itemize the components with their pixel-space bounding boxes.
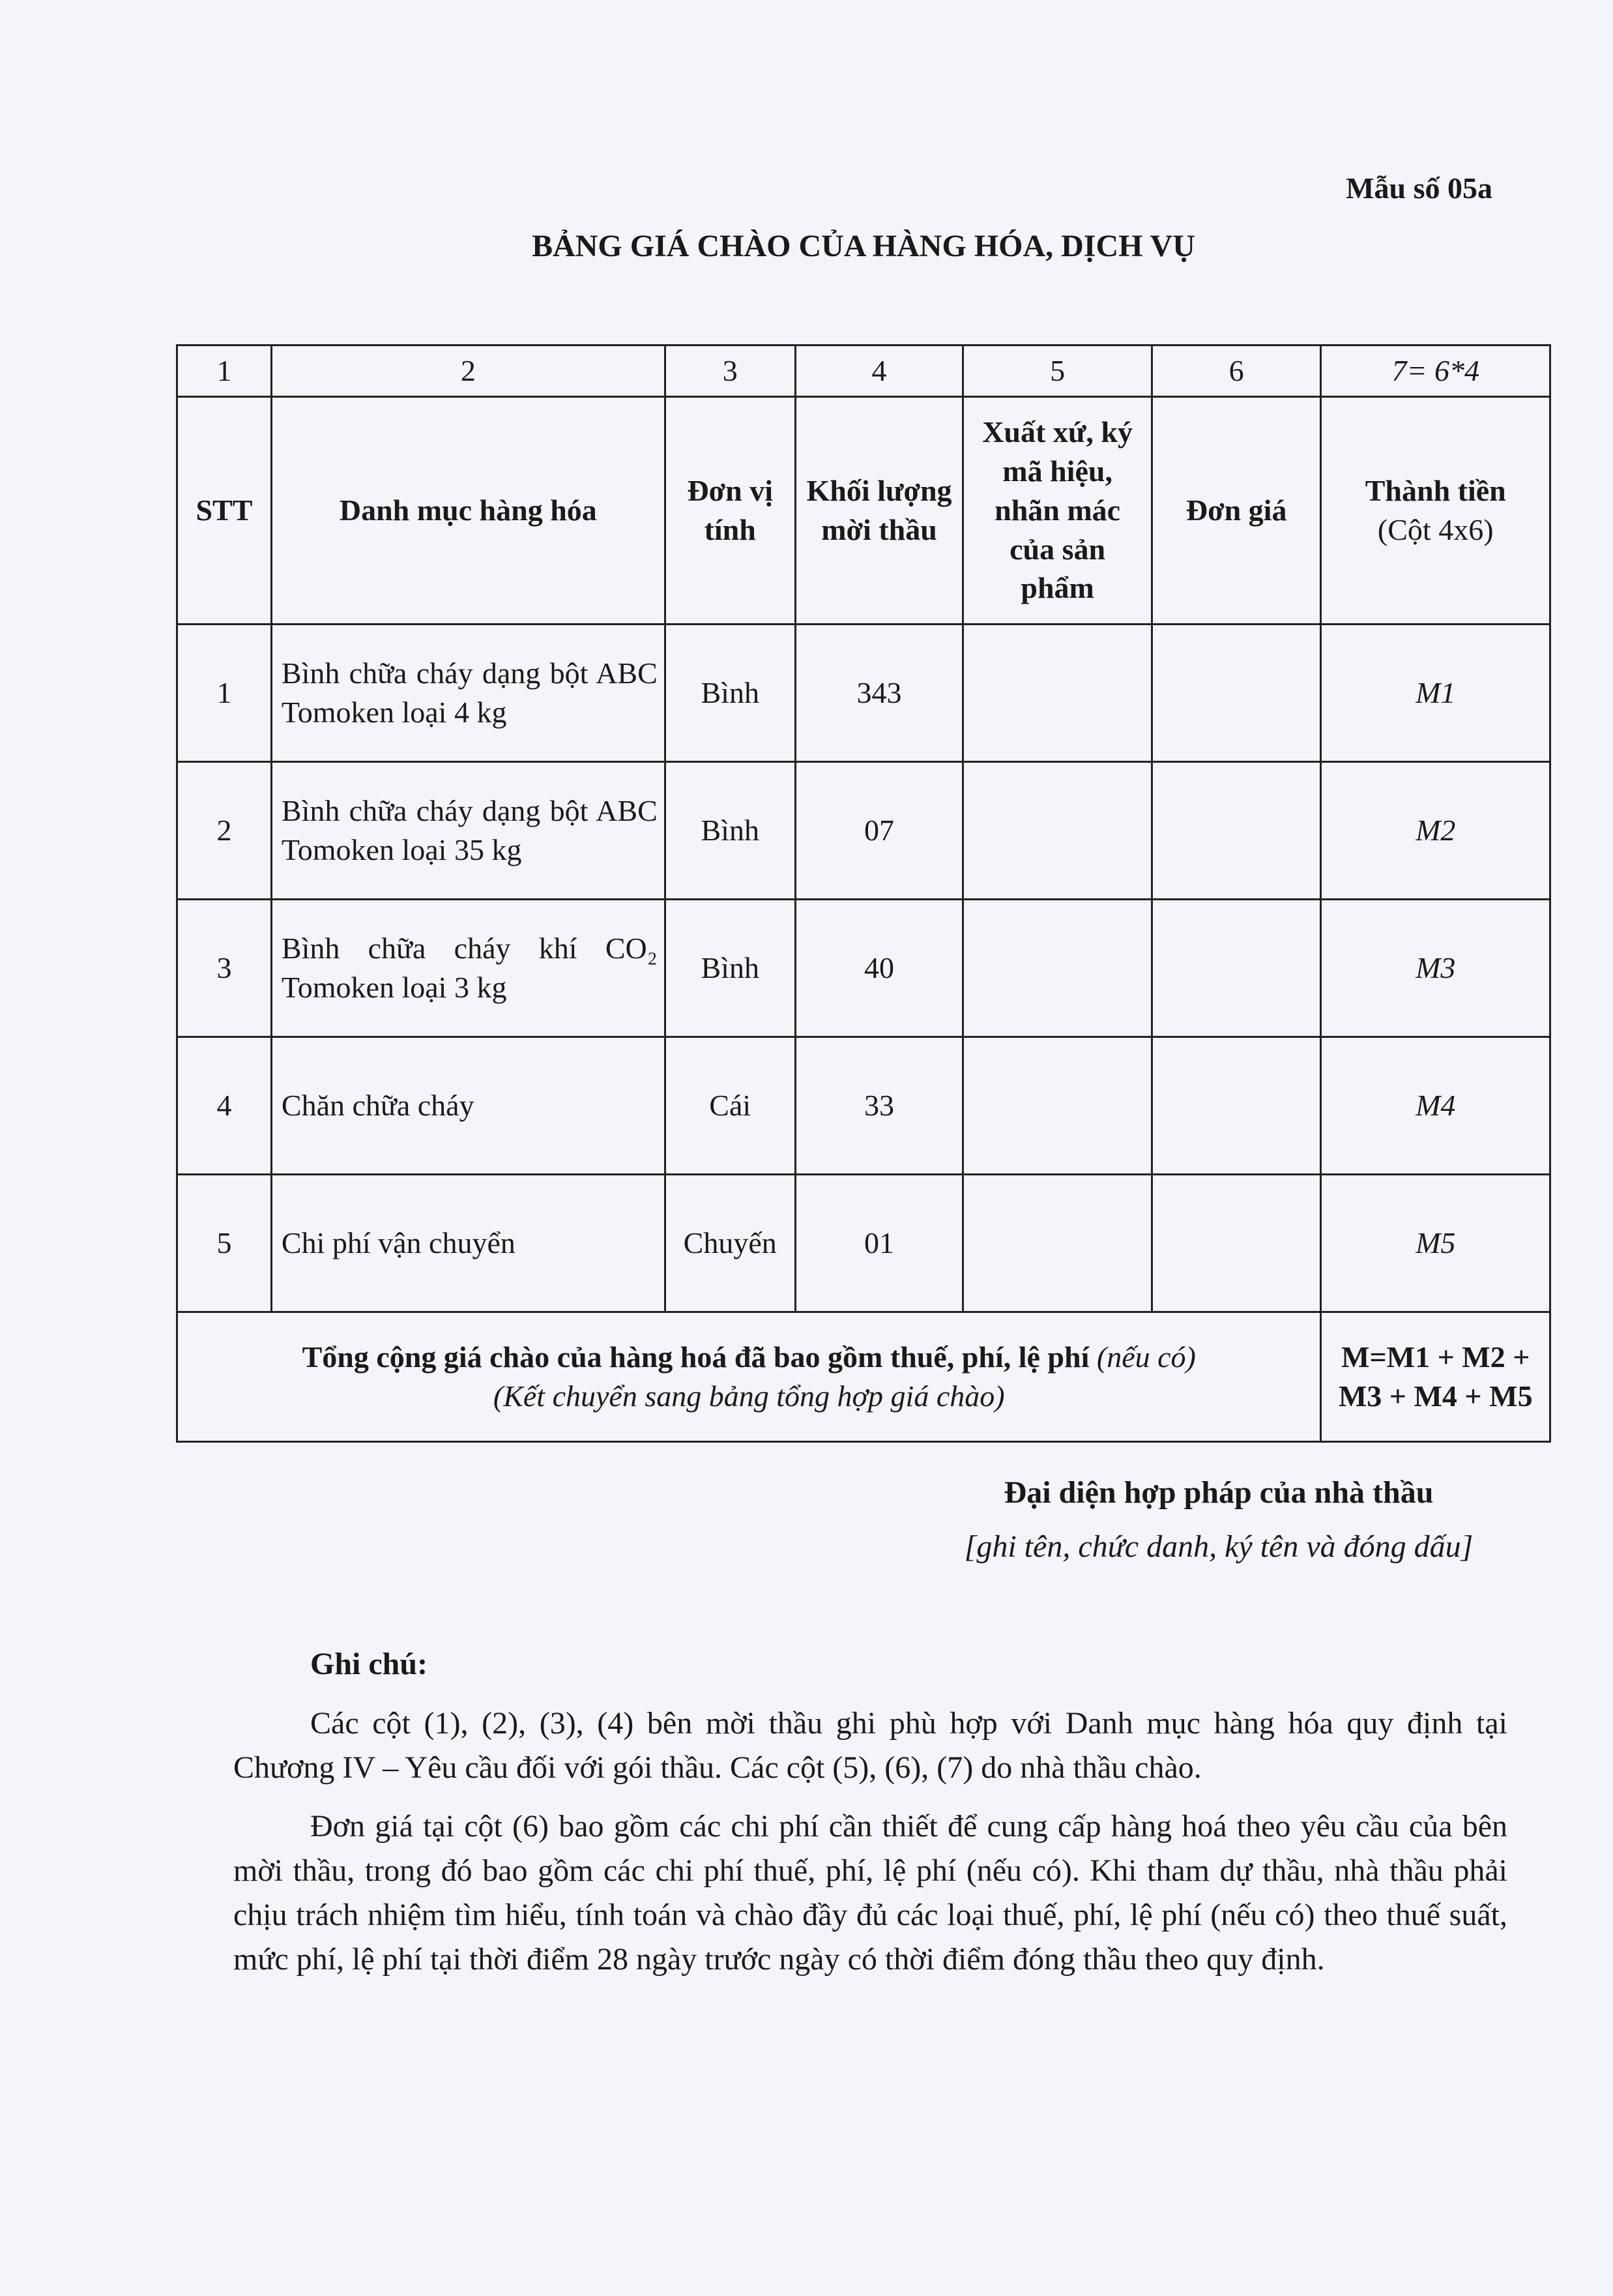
header-total-note: (Cột 4x6) — [1377, 512, 1494, 546]
cell-quantity: 01 — [795, 1174, 963, 1312]
table-row — [177, 1037, 1550, 1174]
header-total-label: Thành tiền — [1365, 474, 1506, 507]
cell-stt: 3 — [177, 899, 272, 1037]
summary-main: Tổng cộng giá chào của hàng hoá đã bao gồm thuế, phí, lệ phí — [302, 1340, 1090, 1374]
column-number: 2 — [271, 346, 665, 397]
document-title: BẢNG GIÁ CHÀO CỦA HÀNG HÓA, DỊCH VỤ — [532, 229, 1195, 263]
header-total — [1321, 396, 1550, 624]
cell-total: M4 — [1321, 1037, 1550, 1174]
price-table — [176, 344, 1551, 1443]
header-unit-price: Đơn giá — [1152, 396, 1321, 624]
table-row — [177, 761, 1550, 899]
cell-origin — [963, 761, 1152, 899]
summary-row — [177, 1312, 1550, 1441]
cell-origin — [963, 899, 1152, 1037]
header-quantity: Khối lượng mời thầu — [795, 396, 963, 624]
table-row — [177, 1174, 1550, 1312]
table-row — [177, 899, 1550, 1037]
cell-name: Bình chữa cháy khí CO₂ Tomoken loại 3 kg — [271, 899, 665, 1037]
notes-title: Ghi chú: — [310, 1647, 428, 1681]
cell-name: Bình chữa cháy dạng bột ABC Tomoken loại 4 kg — [271, 624, 665, 761]
notes-paragraph: Các cột (1), (2), (3), (4) bên mời thầu ghi phù hợp với Danh mục hàng hóa quy định tại Chương IV – Yêu cầu đối với gói thầu. Các cột (5), (6), (7) do nhà thầu chào. — [233, 1706, 1507, 1785]
signature-note: [ghi tên, chức danh, ký tên và đóng dấu] — [964, 1529, 1474, 1564]
table-row — [177, 624, 1550, 761]
signature-title: Đại diện hợp pháp của nhà thầu — [1004, 1475, 1434, 1510]
cell-stt: 5 — [177, 1174, 272, 1312]
cell-stt: 2 — [177, 761, 272, 899]
cell-total: M5 — [1321, 1174, 1550, 1312]
cell-stt: 4 — [177, 1037, 272, 1174]
cell-quantity: 33 — [795, 1037, 963, 1174]
summary-label — [177, 1312, 1321, 1441]
cell-origin — [963, 1037, 1152, 1174]
column-number: 1 — [177, 346, 272, 397]
summary-note: (Kết chuyển sang bảng tổng hợp giá chào) — [493, 1379, 1005, 1413]
cell-unit-price — [1152, 1037, 1321, 1174]
cell-unit: Bình — [665, 899, 795, 1037]
cell-stt: 1 — [177, 624, 272, 761]
column-number: 4 — [795, 346, 963, 397]
cell-origin — [963, 1174, 1152, 1312]
cell-unit: Chuyến — [665, 1174, 795, 1312]
header-name: Danh mục hàng hóa — [271, 396, 665, 624]
cell-unit: Bình — [665, 761, 795, 899]
cell-total: M3 — [1321, 899, 1550, 1037]
cell-unit-price — [1152, 1174, 1321, 1312]
summary-qualifier: (nếu có) — [1096, 1340, 1196, 1374]
cell-unit-price — [1152, 624, 1321, 761]
header-unit: Đơn vị tính — [665, 396, 795, 624]
summary-formula: M=M1 + M2 + M3 + M4 + M5 — [1321, 1312, 1550, 1441]
cell-total: M2 — [1321, 761, 1550, 899]
header-stt: STT — [177, 396, 272, 624]
column-number: 5 — [963, 346, 1152, 397]
column-number: 6 — [1152, 346, 1321, 397]
notes-paragraph: Đơn giá tại cột (6) bao gồm các chi phí cần thiết để cung cấp hàng hoá theo yêu cầu của bên mời thầu, trong đó bao gồm các chi phí thuế, phí, lệ phí (nếu có). Khi tham dự thầu, nhà thầu phải chịu trách nhiệm tìm hiểu, tính toán và chào đầy đủ các loại thuế, phí, lệ phí (nếu có) theo thuế suất, mức phí, lệ phí tại thời điểm 28 ngày trước ngày có thời điểm đóng thầu theo quy định. — [233, 1809, 1507, 1977]
cell-unit: Bình — [665, 624, 795, 761]
cell-quantity: 343 — [795, 624, 963, 761]
cell-unit: Cái — [665, 1037, 795, 1174]
column-number: 7= 6*4 — [1321, 346, 1550, 397]
cell-name: Bình chữa cháy dạng bột ABC Tomoken loại 35 kg — [271, 761, 665, 899]
header-row — [177, 396, 1550, 624]
cell-unit-price — [1152, 899, 1321, 1037]
notes-body — [233, 1701, 1507, 1996]
cell-name: Chăn chữa cháy — [271, 1037, 665, 1174]
column-number: 3 — [665, 346, 795, 397]
form-code: Mẫu số 05a — [1346, 171, 1492, 205]
cell-unit-price — [1152, 761, 1321, 899]
cell-quantity: 40 — [795, 899, 963, 1037]
cell-origin — [963, 624, 1152, 761]
column-number-row — [177, 346, 1550, 397]
header-origin: Xuất xứ, ký mã hiệu, nhãn mác của sản phẩm — [963, 396, 1152, 624]
cell-quantity: 07 — [795, 761, 963, 899]
cell-name: Chi phí vận chuyển — [271, 1174, 665, 1312]
cell-total: M1 — [1321, 624, 1550, 761]
